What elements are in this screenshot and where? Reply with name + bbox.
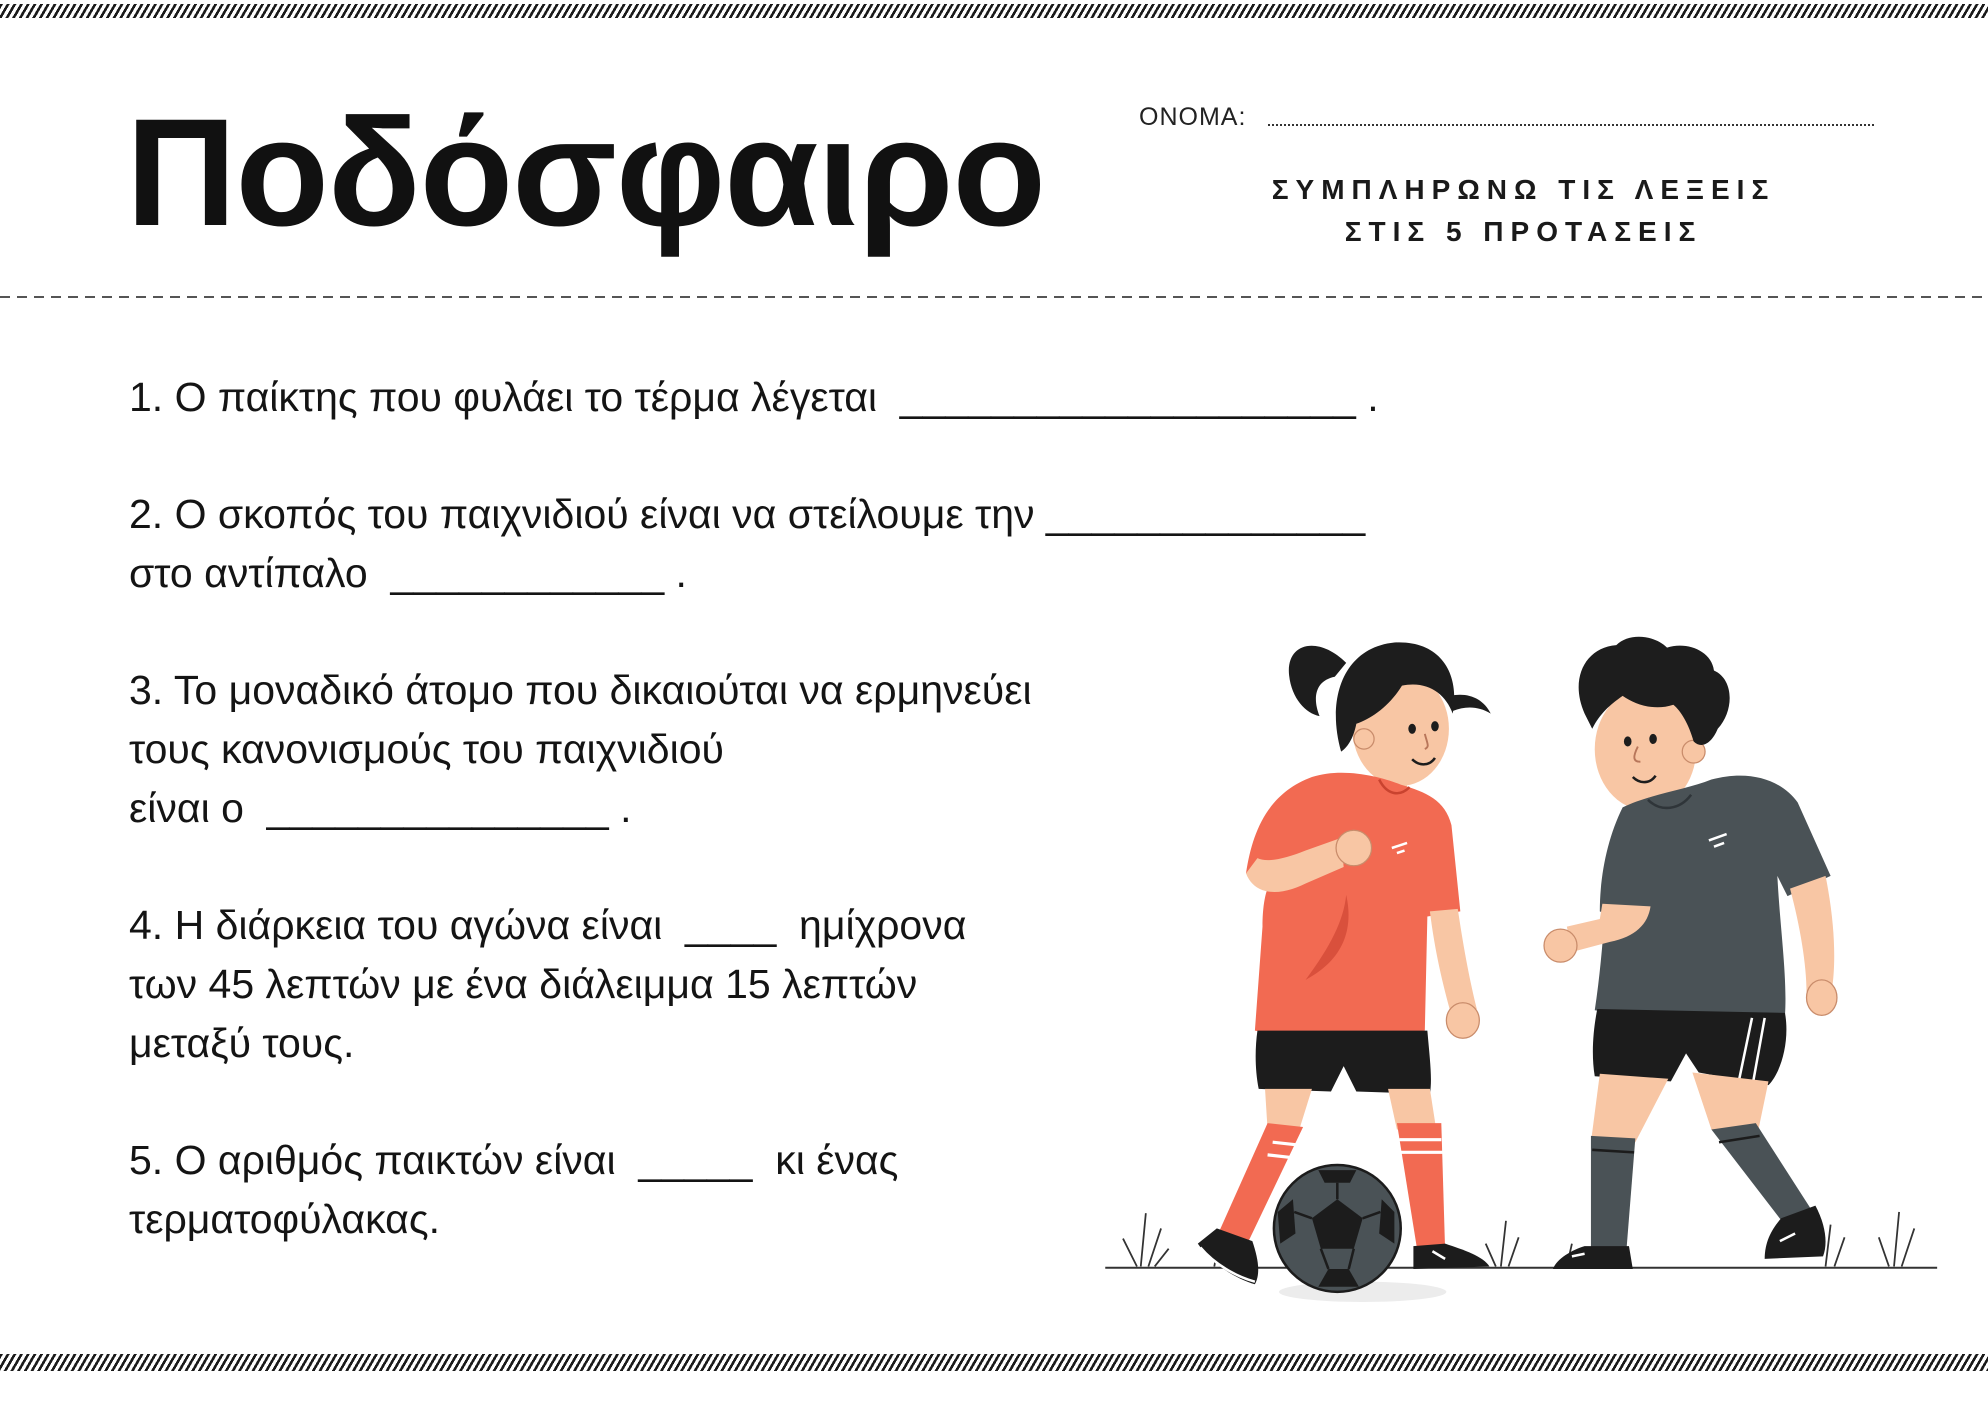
boy-eye-left [1624, 736, 1632, 746]
question-2 [129, 485, 1379, 602]
question-5-line-2: τερματοφύλακας. [129, 1195, 440, 1242]
question-2-line-1: 2. Ο σκοπός του παιχνιδιού είναι να στείλουμε την ______________ [129, 491, 1366, 538]
boy-left-shoe [1553, 1246, 1633, 1269]
question-3-line-2: τους κανονισμούς του παιχνιδιού [129, 726, 724, 773]
boy-left-fist [1544, 929, 1577, 962]
question-1 [129, 368, 1379, 427]
girl-eye-left [1408, 724, 1416, 734]
soccer-ball [1274, 1165, 1401, 1292]
boy-left-thigh [1591, 1074, 1668, 1142]
boy-right-hand [1807, 980, 1837, 1016]
boy-figure [1544, 637, 1837, 1269]
girl-ear [1354, 729, 1374, 749]
grass-tuft-1 [1123, 1213, 1169, 1266]
boy-shorts [1593, 1009, 1787, 1085]
instructions-line-1: ΣΥΜΠΛΗΡΩΝΩ ΤΙΣ ΛΕΞΕΙΣ [1271, 174, 1776, 205]
instructions-line-2: ΣΤΙΣ 5 ΠΡΟΤΑΣΕΙΣ [1344, 216, 1703, 247]
ball-top-patch [1318, 1170, 1356, 1183]
question-4-line-3: μεταξύ τους. [129, 1019, 355, 1066]
boy-right-shoe [1765, 1206, 1826, 1259]
grass-tuft-5 [1826, 1225, 1845, 1267]
boy-right-forearm [1790, 876, 1834, 993]
girl-left-thigh [1265, 1089, 1312, 1130]
girl-left-fist [1336, 830, 1372, 866]
girl-right-hand [1446, 1003, 1479, 1039]
name-field-label: ΟΝΟΜΑ: [1139, 103, 1247, 131]
instructions [1220, 169, 1820, 253]
girl-right-sock [1397, 1123, 1445, 1250]
boy-eye-right [1649, 734, 1657, 744]
page-title: Ποδόσφαιρο [126, 87, 1045, 258]
girl-right-forearm [1430, 909, 1477, 1016]
girl-hair-strand [1450, 695, 1491, 714]
question-4-line-1: 4. Η διάρκεια του αγώνα είναι ____ ημίχρονα [129, 902, 967, 949]
girl-shorts [1256, 1031, 1431, 1094]
question-2-line-2: στο αντίπαλο ____________ . [129, 550, 687, 597]
grass-tuft-3 [1486, 1221, 1519, 1267]
grass-tuft-6 [1879, 1212, 1915, 1267]
name-dotted-line [1268, 124, 1874, 126]
question-3-line-1: 3. Το μοναδικό άτομο που δικαιούται να ερμηνεύει [129, 667, 1032, 714]
girl-right-shoe [1413, 1244, 1489, 1269]
bottom-hatched-border [0, 1354, 1988, 1371]
football-kids-illustration [1090, 621, 1960, 1321]
girl-jersey [1246, 773, 1460, 1039]
dashed-separator [0, 296, 1988, 298]
question-3-line-3: είναι ο _______________ . [129, 784, 632, 831]
question-5-line-1: 5. Ο αριθμός παικτών είναι _____ κι ένας [129, 1137, 899, 1184]
question-1-line-1: 1. Ο παίκτης που φυλάει το τέρμα λέγεται ____________________ . [129, 374, 1379, 420]
girl-eye-right [1431, 721, 1439, 731]
top-hatched-border [0, 4, 1988, 18]
question-4-line-2: των 45 λεπτών με ένα διάλειμμα 15 λεπτών [129, 960, 918, 1007]
